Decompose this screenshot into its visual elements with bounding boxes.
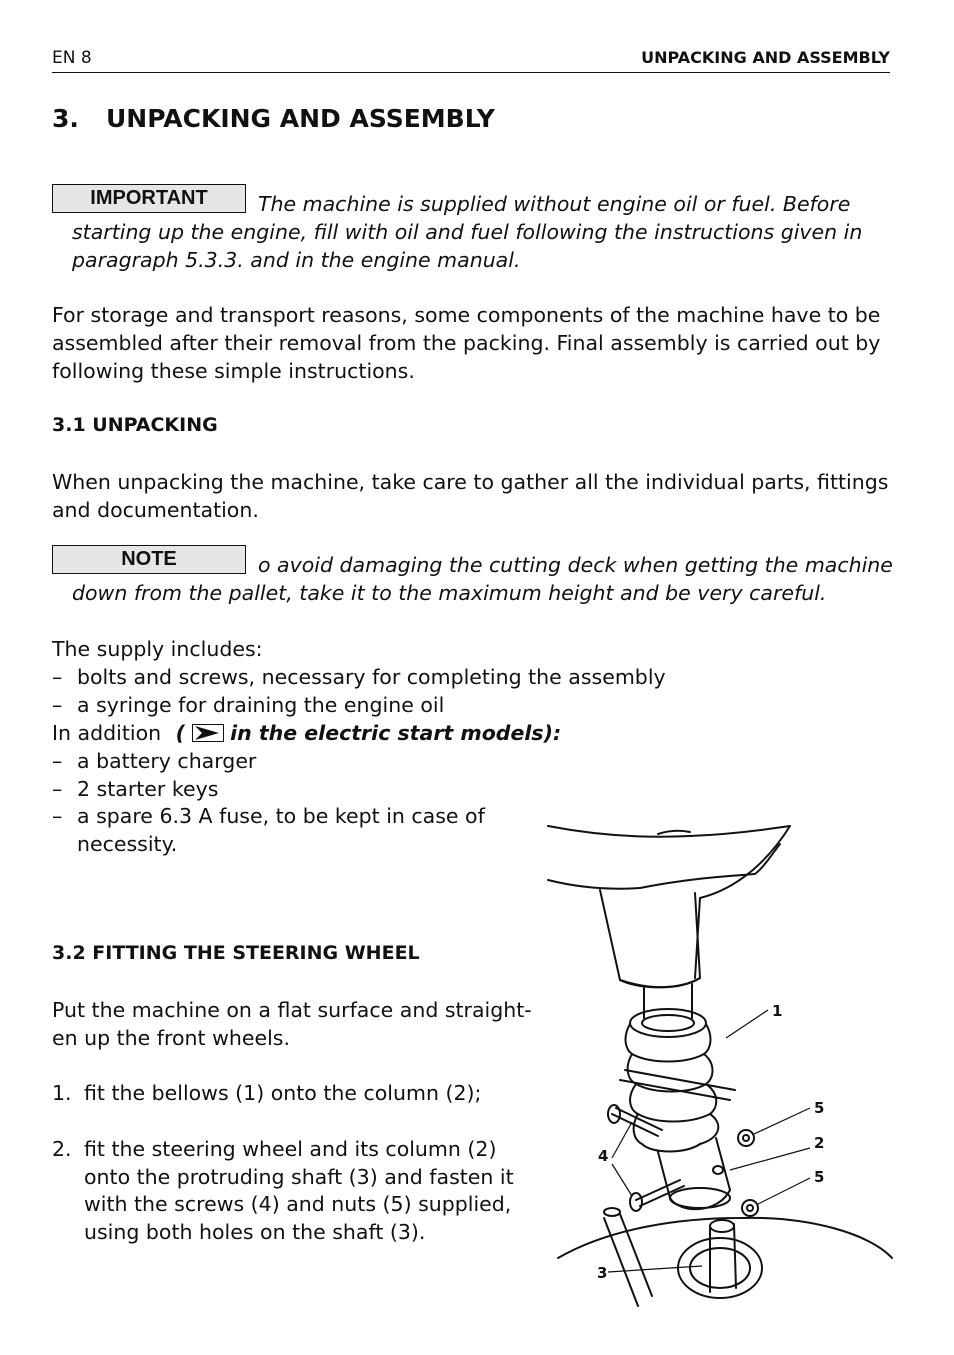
step-2: 2. fit the steering wheel and its column (2) [52,1137,497,1161]
intro-line-3: following these simple instructions. [52,359,415,383]
unpacking-line-1: When unpacking the machine, take care to gather all the individual parts, fittings [52,470,889,494]
list-item: – 2 starter keys [52,777,219,801]
list-item: – bolts and screws, necessary for completing the assembly [52,665,666,689]
arrow-right-icon [192,724,224,742]
chapter-number: 3. [52,104,79,133]
list-item-continuation: necessity. [77,832,178,856]
intro-line-1: For storage and transport reasons, some components of the machine have to be [52,303,881,327]
addition-line: In addition ( in the electric start models): [52,721,562,745]
step-2-line-3: with the screws (4) and nuts (5) supplied, [84,1192,512,1216]
callout-5-lower: 5 [814,1168,825,1186]
unpacking-line-2: and documentation. [52,498,259,522]
header-rule [52,72,890,73]
important-label: IMPORTANT [52,184,246,213]
running-header: UNPACKING AND ASSEMBLY [641,48,890,67]
page-number: EN 8 [52,48,92,68]
callout-3: 3 [597,1264,608,1282]
note-line-2: down from the pallet, take it to the maximum height and be very careful. [72,581,827,605]
chapter-title-text: UNPACKING AND ASSEMBLY [106,104,495,133]
callout-2: 2 [814,1134,825,1152]
note-label: NOTE [52,545,246,574]
chapter-title [52,104,495,133]
section-heading-unpacking: 3.1 UNPACKING [52,414,218,436]
step-1: 1. fit the bellows (1) onto the column (2); [52,1081,482,1105]
step-2-line-4: using both holes on the shaft (3). [84,1220,426,1244]
section-heading-steering: 3.2 FITTING THE STEERING WHEEL [52,942,420,964]
supply-intro: The supply includes: [52,637,263,661]
intro-line-2: assembled after their removal from the packing. Final assembly is carried out by [52,331,881,355]
list-item: – a spare 6.3 A fuse, to be kept in case of [52,804,485,828]
steering-line-1: Put the machine on a flat surface and straight- [52,998,532,1022]
list-item: – a battery charger [52,749,257,773]
important-line-2: starting up the engine, fill with oil and fuel following the instructions given in [72,220,863,244]
callout-5-upper: 5 [814,1099,825,1117]
note-line-1: o avoid damaging the cutting deck when getting the machine [258,553,893,577]
important-line-3: paragraph 5.3.3. and in the engine manual. [72,248,521,272]
step-2-line-2: onto the protruding shaft (3) and fasten it [84,1165,514,1189]
list-item: – a syringe for draining the engine oil [52,693,445,717]
steering-column-illustration [540,818,900,1308]
callout-1: 1 [772,1002,783,1020]
callout-4: 4 [598,1147,609,1165]
steering-line-2: en up the front wheels. [52,1026,290,1050]
important-line-1: The machine is supplied without engine oil or fuel. Before [258,192,851,216]
